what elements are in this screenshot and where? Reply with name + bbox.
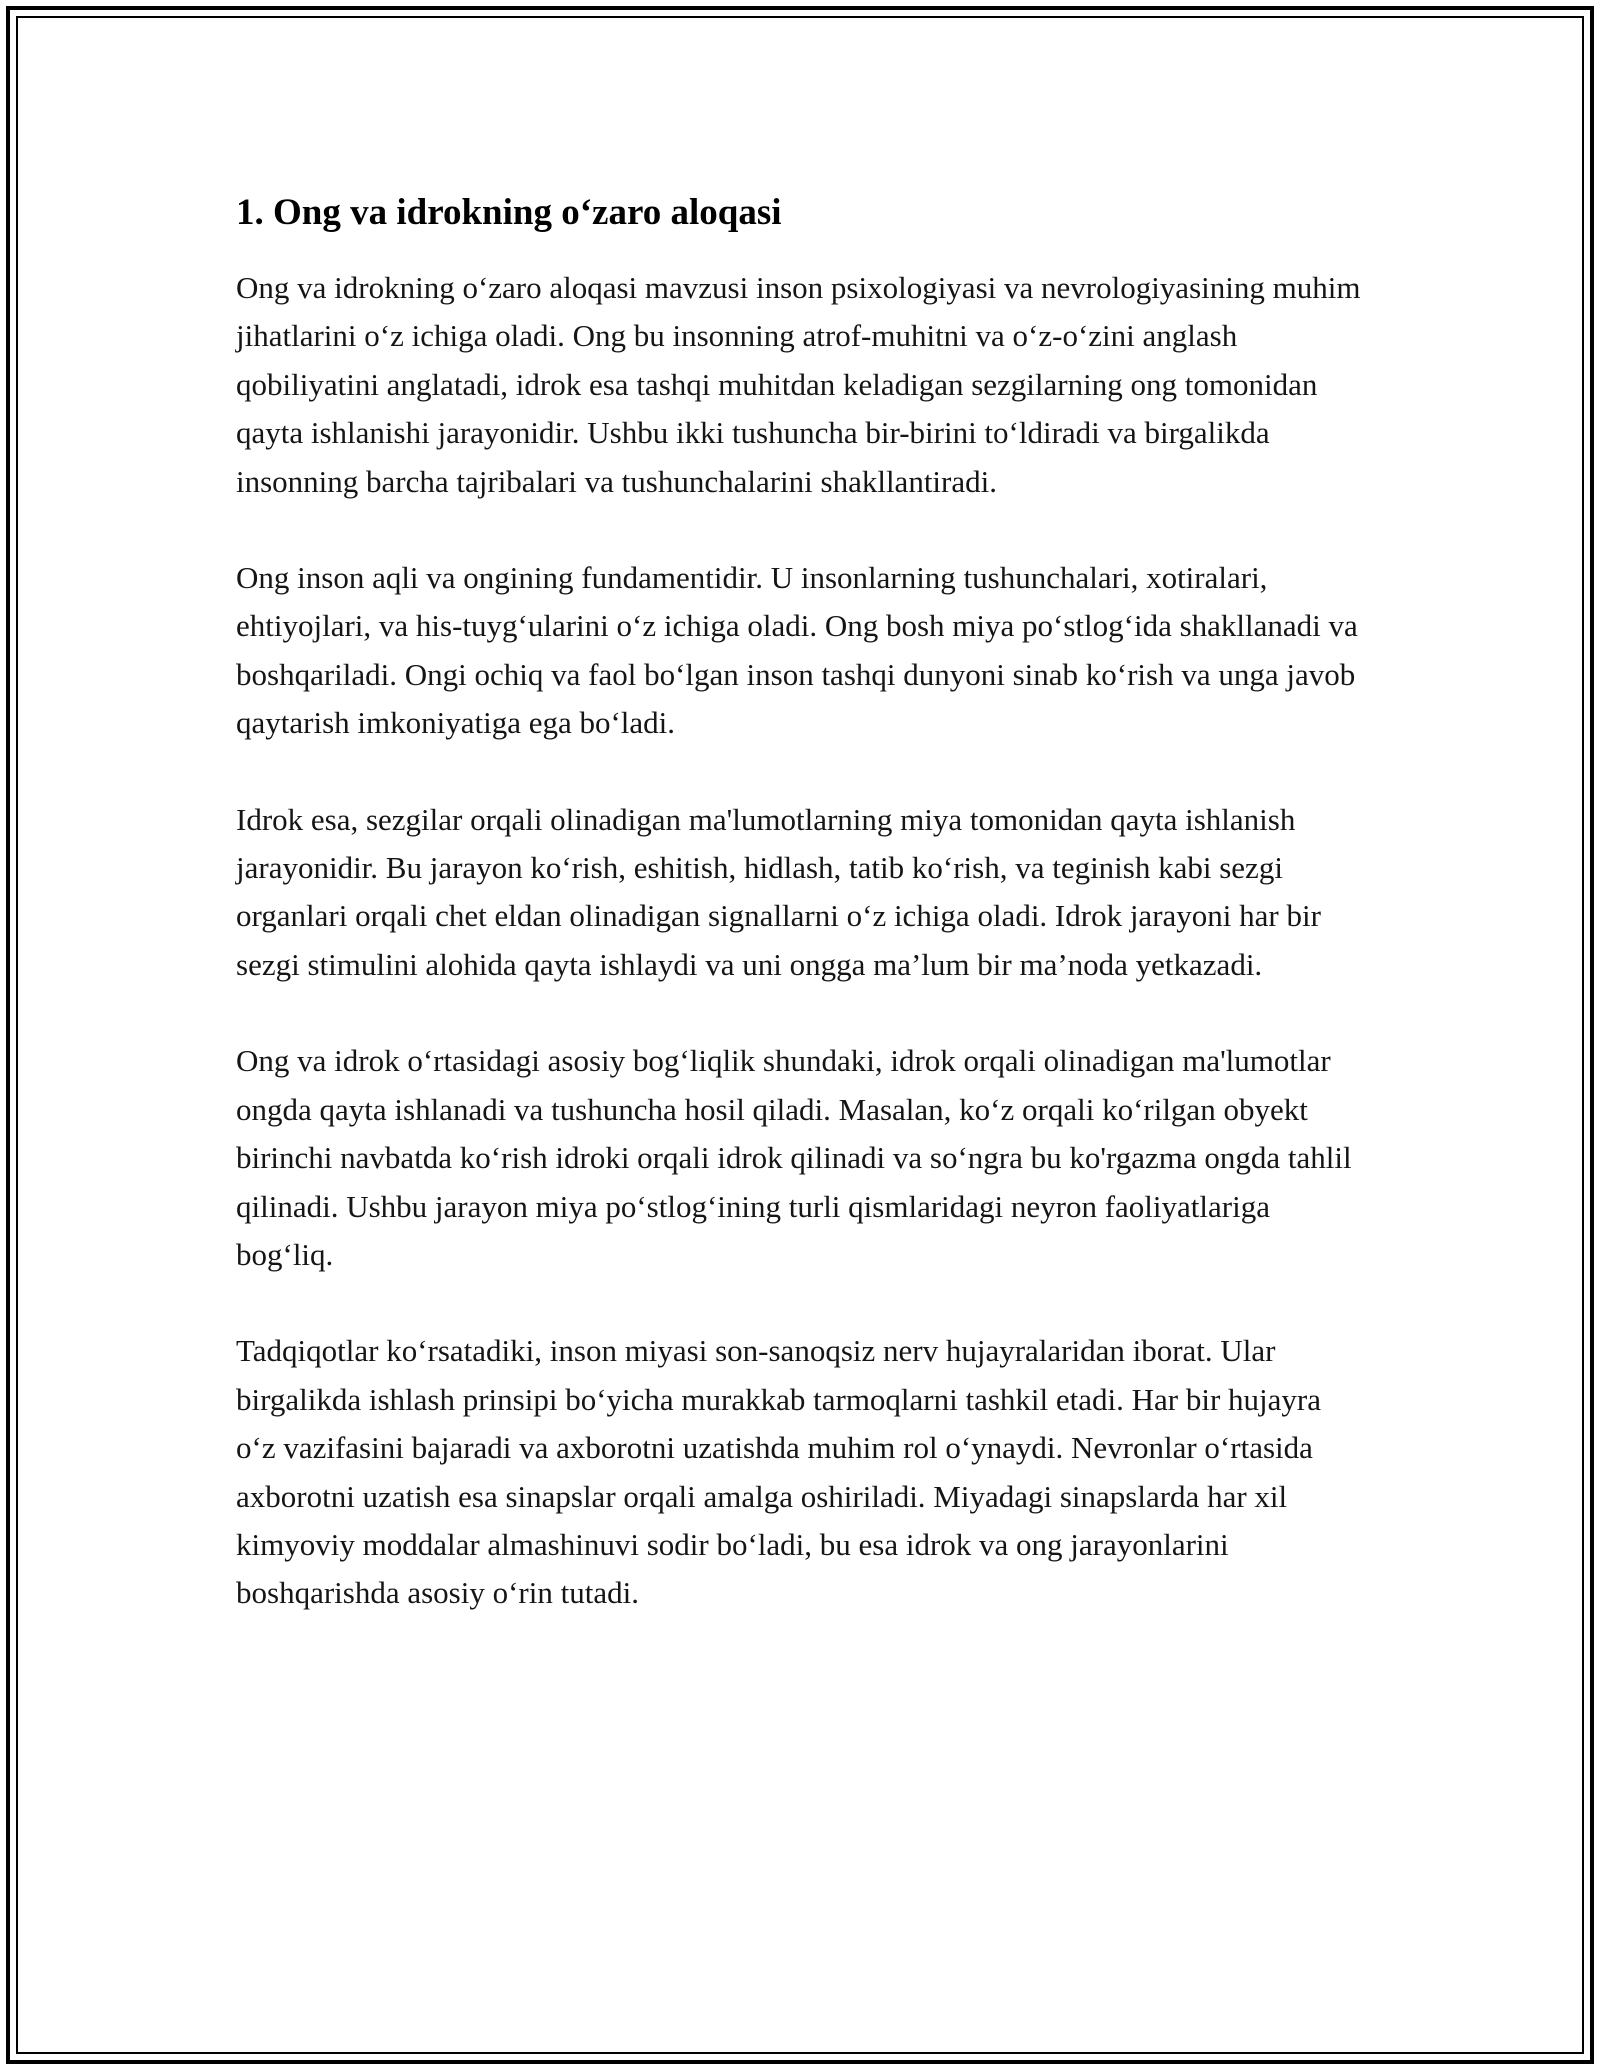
- paragraph-1: Ong va idrokning o‘zaro aloqasi mavzusi inson psixologiyasi va nevrologiyasining muhim jihatlarini o‘z ichiga oladi. Ong bu insonning atrof-muhitni va o‘z-o‘zini anglash qobiliyatini anglatadi, idrok esa tashqi muhitdan keladigan sezgilarning ong tomonidan qayta ishlanishi jarayonidir. Ushbu ikki tushuncha bir-birini to‘ldiradi va birgalikda insonning barcha tajribalari va tushunchalarini shakllantiradi.: [236, 270, 1361, 499]
- paragraph-3: Idrok esa, sezgilar orqali olinadigan ma'lumotlarning miya tomonidan qayta ishlanish jarayonidir. Bu jarayon ko‘rish, eshitish, hidlash, tatib ko‘rish, va teginish kabi sezgi organlari orqali chet eldan olinadigan signallarni o‘z ichiga oladi. Idrok jarayoni har bir sezgi stimulini alohida qayta ishlaydi va uni ongga ma’lum bir ma’noda yetkazadi.: [236, 801, 1321, 982]
- paragraph-2: Ong inson aqli va ongining fundamentidir. U insonlarning tushunchalari, xotiralari, ehtiyojlari, va his-tuyg‘ularini o‘z ichiga oladi. Ong bosh miya po‘stlog‘ida shakllanadi va boshqariladi. Ongi ochiq va faol bo‘lgan inson tashqi dunyoni sinab ko‘rish va unga javob qaytarish imkoniyatiga ega bo‘ladi.: [236, 560, 1358, 741]
- paragraph-5: Tadqiqotlar ko‘rsatadiki, inson miyasi son-sanoqsiz nerv hujayralaridan iborat. Ular birgalikda ishlash prinsipi bo‘yicha murakkab tarmoqlarni tashkil etadi. Har bir hujayra o‘z vazifasini bajaradi va axborotni uzatishda muhim rol o‘ynaydi. Nevronlar o‘rtasida axborotni uzatish esa sinapslar orqali amalga oshiriladi. Miyadagi sinapslarda har xil kimyoviy moddalar almashinuvi sodir bo‘ladi, bu esa idrok va ong jarayonlarini boshqarishda asosiy o‘rin tutadi.: [236, 1333, 1321, 1611]
- section-heading: 1. Ong va idrokning o‘zaro aloqasi: [236, 192, 782, 233]
- document-body: [236, 188, 1366, 1666]
- paragraph-4: Ong va idrok o‘rtasidagi asosiy bog‘liqlik shundaki, idrok orqali olinadigan ma'lumotlar ongda qayta ishlanadi va tushuncha hosil qiladi. Masalan, ko‘z orqali ko‘rilgan obyekt birinchi navbatda ko‘rish idroki orqali idrok qilinadi va so‘ngra bu ko'rgazma ongda tahlil qilinadi. Ushbu jarayon miya po‘stlog‘ining turli qismlaridagi neyron faoliyatlariga bog‘liq.: [236, 1043, 1352, 1272]
